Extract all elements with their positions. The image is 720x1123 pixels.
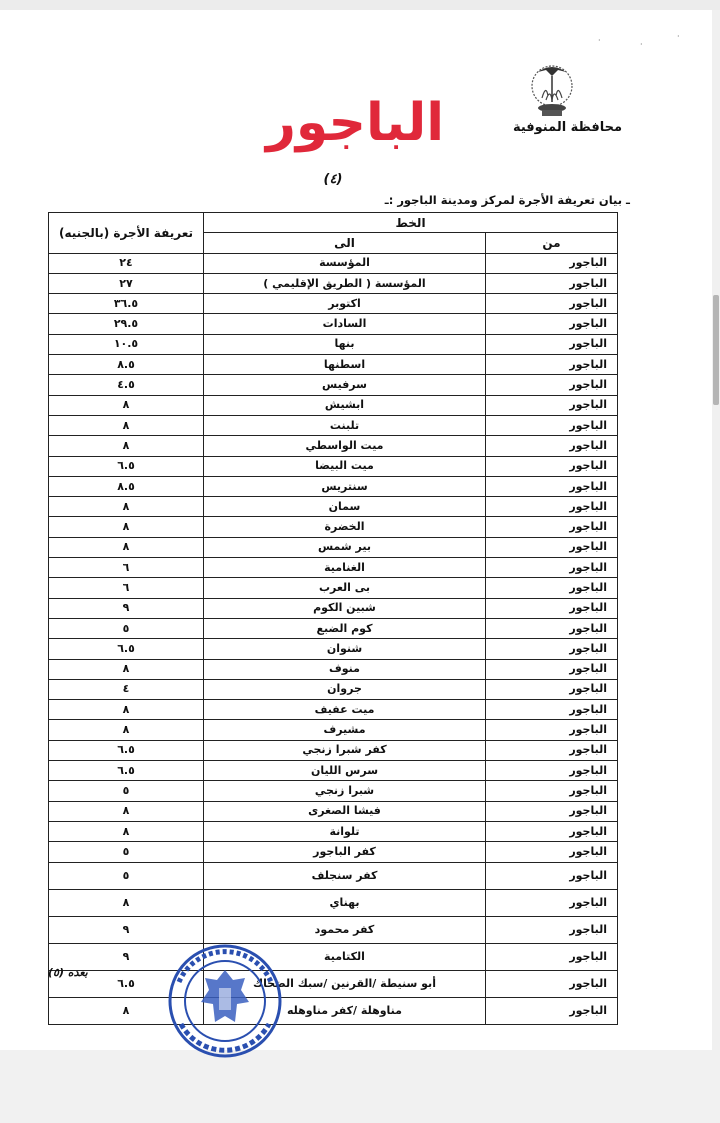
fare-cell: ٨ <box>49 659 204 679</box>
fare-cell: ٦.٥ <box>49 639 204 659</box>
fare-cell: ٨ <box>49 415 204 435</box>
fare-cell: ٦.٥ <box>49 740 204 760</box>
table-row <box>49 476 618 496</box>
from-cell: الباجور <box>486 314 618 334</box>
from-cell: الباجور <box>486 700 618 720</box>
fare-cell: ٩ <box>49 916 204 943</box>
fare-column-header: تعريفة الأجرة (بالجنيه) <box>49 213 204 254</box>
fare-cell: ٨.٥ <box>49 355 204 375</box>
to-cell: تلوانة <box>204 821 486 841</box>
to-cell: الكتامية <box>204 943 486 970</box>
fare-cell: ٦.٥ <box>49 970 204 997</box>
from-cell: الباجور <box>486 415 618 435</box>
to-cell: بى العرب <box>204 578 486 598</box>
from-cell: الباجور <box>486 456 618 476</box>
table-row <box>49 659 618 679</box>
fare-cell: ٨ <box>49 436 204 456</box>
to-cell: اكتوبر <box>204 294 486 314</box>
from-cell: الباجور <box>486 294 618 314</box>
from-cell: الباجور <box>486 761 618 781</box>
from-cell: الباجور <box>486 821 618 841</box>
table-row <box>49 497 618 517</box>
fare-cell: ٢٤ <box>49 253 204 273</box>
to-cell: فيشا الصغرى <box>204 801 486 821</box>
to-cell: كفر الباجور <box>204 842 486 862</box>
from-cell: الباجور <box>486 497 618 517</box>
from-cell: الباجور <box>486 436 618 456</box>
to-cell: بير شمس <box>204 537 486 557</box>
to-cell: بهناي <box>204 889 486 916</box>
from-cell: الباجور <box>486 639 618 659</box>
table-row <box>49 294 618 314</box>
table-row <box>49 700 618 720</box>
table-row <box>49 314 618 334</box>
to-cell: سمان <box>204 497 486 517</box>
table-row <box>49 639 618 659</box>
fare-cell: ٩ <box>49 943 204 970</box>
table-row <box>49 761 618 781</box>
official-stamp-icon <box>165 942 285 1060</box>
fare-cell: ٢٩.٥ <box>49 314 204 334</box>
fare-cell: ٦.٥ <box>49 761 204 781</box>
fare-cell: ٨ <box>49 517 204 537</box>
fare-cell: ٨.٥ <box>49 476 204 496</box>
to-cell: شنوان <box>204 639 486 659</box>
table-row <box>49 537 618 557</box>
page-number: (٤) <box>323 172 343 187</box>
to-cell: ابشيش <box>204 395 486 415</box>
fare-cell: ٦ <box>49 578 204 598</box>
table-row <box>49 801 618 821</box>
table-row <box>49 970 618 997</box>
to-cell: مناوهلة /كفر مناوهله <box>204 997 486 1024</box>
fare-cell: ٦.٥ <box>49 456 204 476</box>
from-cell: الباجور <box>486 889 618 916</box>
to-cell: الخضرة <box>204 517 486 537</box>
to-cell: جروان <box>204 679 486 699</box>
to-cell: بنها <box>204 334 486 354</box>
table-row <box>49 273 618 293</box>
to-cell: كفر سنجلف <box>204 862 486 889</box>
table-row <box>49 618 618 638</box>
speck: · <box>677 32 680 41</box>
city-title: الباجور <box>265 93 445 153</box>
from-cell: الباجور <box>486 395 618 415</box>
fare-cell: ٨ <box>49 720 204 740</box>
table-row <box>49 916 618 943</box>
fare-cell: ٨ <box>49 395 204 415</box>
scrollbar[interactable] <box>712 10 720 1050</box>
table-row <box>49 355 618 375</box>
table-row <box>49 862 618 889</box>
to-cell: ميت عفيف <box>204 700 486 720</box>
from-cell: الباجور <box>486 679 618 699</box>
fare-cell: ٨ <box>49 889 204 916</box>
table-row <box>49 436 618 456</box>
fare-cell: ٤ <box>49 679 204 699</box>
fare-cell: ٥ <box>49 781 204 801</box>
to-cell: مشيرف <box>204 720 486 740</box>
table-row <box>49 997 618 1024</box>
viewer-bottom-area <box>0 1050 720 1123</box>
to-cell: سنتريس <box>204 476 486 496</box>
table-row <box>49 395 618 415</box>
fare-cell: ٨ <box>49 801 204 821</box>
governorate-emblem-icon <box>528 58 576 120</box>
from-cell: الباجور <box>486 720 618 740</box>
fare-cell: ٩ <box>49 598 204 618</box>
to-cell: كفر شبرا زنجي <box>204 740 486 760</box>
to-cell: منوف <box>204 659 486 679</box>
from-cell: الباجور <box>486 375 618 395</box>
table-row <box>49 598 618 618</box>
from-cell: الباجور <box>486 598 618 618</box>
top-bar <box>0 0 720 10</box>
table-row <box>49 821 618 841</box>
to-column-header: الى <box>204 233 486 253</box>
speck: · <box>640 40 643 49</box>
from-cell: الباجور <box>486 334 618 354</box>
from-cell: الباجور <box>486 781 618 801</box>
from-cell: الباجور <box>486 740 618 760</box>
governorate-name: محافظة المنوفية <box>512 120 623 135</box>
to-cell: المؤسسة <box>204 253 486 273</box>
from-cell: الباجور <box>486 862 618 889</box>
table-row <box>49 943 618 970</box>
intro-text: ـ بيان تعريفة الأجرة لمركز ومدينة الباجور :ـ <box>384 193 630 207</box>
table-row <box>49 842 618 862</box>
from-cell: الباجور <box>486 355 618 375</box>
table-row <box>49 517 618 537</box>
to-cell: الغنامية <box>204 558 486 578</box>
from-cell: الباجور <box>486 517 618 537</box>
fare-cell: ٨ <box>49 700 204 720</box>
from-cell: الباجور <box>486 253 618 273</box>
from-cell: الباجور <box>486 842 618 862</box>
to-cell: سرس الليان <box>204 761 486 781</box>
from-cell: الباجور <box>486 558 618 578</box>
table-row <box>49 558 618 578</box>
from-cell: الباجور <box>486 997 618 1024</box>
from-cell: الباجور <box>486 943 618 970</box>
fare-cell: ٥ <box>49 618 204 638</box>
scrollbar-thumb[interactable] <box>713 295 719 405</box>
to-cell: تلبنت <box>204 415 486 435</box>
fare-cell: ٦ <box>49 558 204 578</box>
table-row <box>49 889 618 916</box>
table-row <box>49 253 618 273</box>
fare-cell: ٨ <box>49 997 204 1024</box>
to-cell: شبين الكوم <box>204 598 486 618</box>
to-cell: ميت البيضا <box>204 456 486 476</box>
fare-table <box>48 212 617 1025</box>
from-column-header: من <box>486 233 618 253</box>
fare-cell: ٨ <box>49 821 204 841</box>
continued-note: بعده (٥) <box>48 966 88 979</box>
fare-cell: ٣٦.٥ <box>49 294 204 314</box>
fare-cell: ٥ <box>49 862 204 889</box>
to-cell: كفر محمود <box>204 916 486 943</box>
to-cell: سرفيس <box>204 375 486 395</box>
from-cell: الباجور <box>486 801 618 821</box>
fare-cell: ٥ <box>49 842 204 862</box>
table-row <box>49 578 618 598</box>
from-cell: الباجور <box>486 916 618 943</box>
from-cell: الباجور <box>486 476 618 496</box>
from-cell: الباجور <box>486 537 618 557</box>
to-cell: السادات <box>204 314 486 334</box>
fare-cell: ٢٧ <box>49 273 204 293</box>
fare-cell: ٨ <box>49 497 204 517</box>
table-row <box>49 720 618 740</box>
route-group-header: الخط <box>204 213 618 233</box>
from-cell: الباجور <box>486 659 618 679</box>
table-row <box>49 456 618 476</box>
table-row <box>49 415 618 435</box>
table-row <box>49 740 618 760</box>
speck: · <box>598 36 601 45</box>
table-row <box>49 334 618 354</box>
to-cell: أبو سنيطة /القرنين /سبك الضحاك <box>204 970 486 997</box>
fare-cell: ٤.٥ <box>49 375 204 395</box>
table-row <box>49 781 618 801</box>
to-cell: ميت الواسطي <box>204 436 486 456</box>
table-row <box>49 679 618 699</box>
fare-cell: ٨ <box>49 537 204 557</box>
from-cell: الباجور <box>486 618 618 638</box>
to-cell: شبرا زنجي <box>204 781 486 801</box>
from-cell: الباجور <box>486 970 618 997</box>
from-cell: الباجور <box>486 273 618 293</box>
to-cell: اسطنها <box>204 355 486 375</box>
from-cell: الباجور <box>486 578 618 598</box>
fare-cell: ١٠.٥ <box>49 334 204 354</box>
table-row <box>49 375 618 395</box>
to-cell: المؤسسة ( الطريق الإقليمي ) <box>204 273 486 293</box>
to-cell: كوم الضبع <box>204 618 486 638</box>
